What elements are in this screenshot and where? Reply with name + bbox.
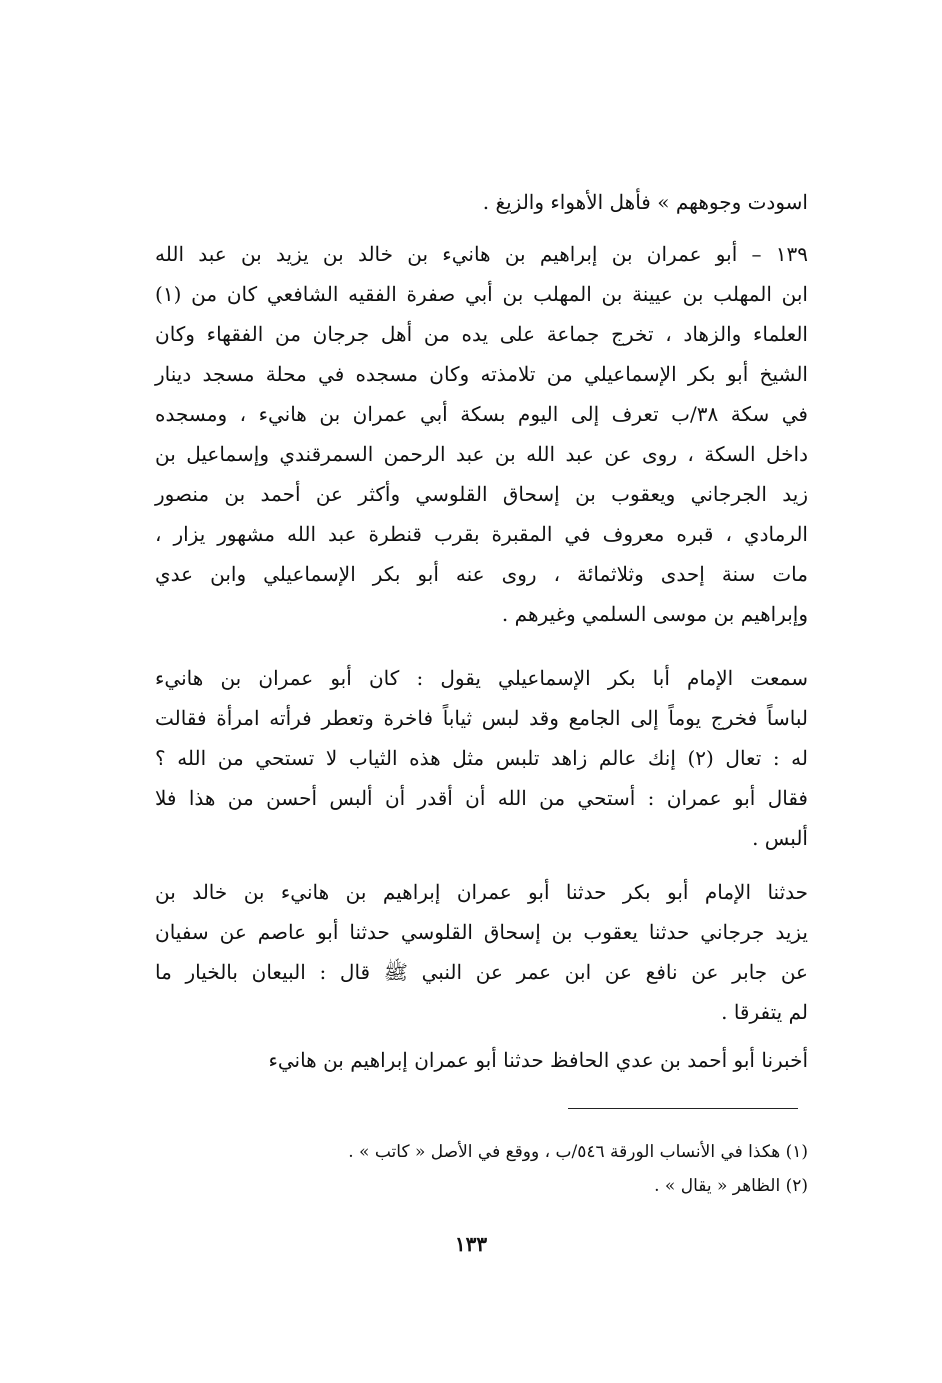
footnote-1: (١) هكذا في الأنساب الورقة ٥٤٦/ب ، ووقع في الأصل « كاتب » . [348,1142,808,1162]
paragraph-isnad [155,1040,808,1080]
text-line: زيد الجرجاني ويعقوب بن إسحاق القلوسي وأكثر عن أحمد بن منصور [155,482,808,506]
paragraph-hadith [155,872,808,1032]
text-line: ألبس . [752,826,808,850]
paragraph-entry-139 [155,234,808,634]
text-line: في سكة ٣٨/ب تعرف إلى اليوم بسكة أبي عمران بن هانيء ، ومسجده [155,402,808,426]
text-line: الرمادي ، قبره معروف في المقبرة بقرب قنطرة عبد الله مشهور يزار ، [155,522,808,546]
text-line: يزيد جرجاني حدثنا يعقوب بن إسحاق القلوسي حدثنا أبو عاصم عن سفيان [155,920,808,944]
text-line: ١٣٩ – أبو عمران بن إبراهيم بن هانيء بن خالد بن يزيد بن عبد الله [155,242,808,266]
text-line: سمعت الإمام أبا بكر الإسماعيلي يقول : كان أبو عمران بن هانيء [155,666,808,690]
text-line: عن جابر عن نافع عن ابن عمر عن النبي ﷺ قال : البيعان بالخيار ما [155,960,808,984]
text-line: اسودت وجوههم » فأهل الأهواء والزيغ . [482,190,808,214]
text-line: حدثنا الإمام أبو بكر حدثنا أبو عمران إبراهيم بن هانيء بن خالد بن [155,880,808,904]
text-line: وإبراهيم بن موسى السلمي وغيرهم . [501,602,808,626]
text-line: داخل السكة ، روى عن عبد الله بن عبد الرحمن السمرقندي وإسماعيل بن [155,442,808,466]
footnotes [155,1135,808,1203]
paragraph-anecdote [155,658,808,858]
paragraph-continuation [155,182,808,222]
footnote-separator [568,1108,798,1109]
footnote-2: (٢) الظاهر « يقال » . [654,1176,808,1196]
text-line: لم يتفرقا . [721,1000,808,1024]
text-line: ابن المهلب بن عيينة بن المهلب بن أبي صفرة الفقيه الشافعي كان من (١) [155,282,808,306]
text-line: له : تعال (٢) إنك عالم زاهد تلبس مثل هذه الثياب لا تستحي من الله ؟ [155,746,808,770]
page-number: ١٣٣ [454,1232,488,1256]
text-line: الشيخ أبو بكر الإسماعيلي من تلامذته وكان مسجده في محلة مسجد دينار [155,362,808,386]
text-line: العلماء والزهاد ، تخرج جماعة على يده من أهل جرجان من الفقهاء وكان [155,322,808,346]
text-line: مات سنة إحدى وثلاثمائة ، روى عنه أبو بكر الإسماعيلي وابن عدي [155,562,808,586]
text-line: فقال أبو عمران : أستحي من الله أن أقدر أن ألبس أحسن من هذا فلا [155,786,808,810]
text-line: لباساً فخرج يوماً إلى الجامع وقد لبس ثياباً فاخرة وتعطر فرأته امرأة فقالت [155,706,808,730]
text-line: أخبرنا أبو أحمد بن عدي الحافظ حدثنا أبو عمران إبراهيم بن هانيء [268,1048,808,1072]
